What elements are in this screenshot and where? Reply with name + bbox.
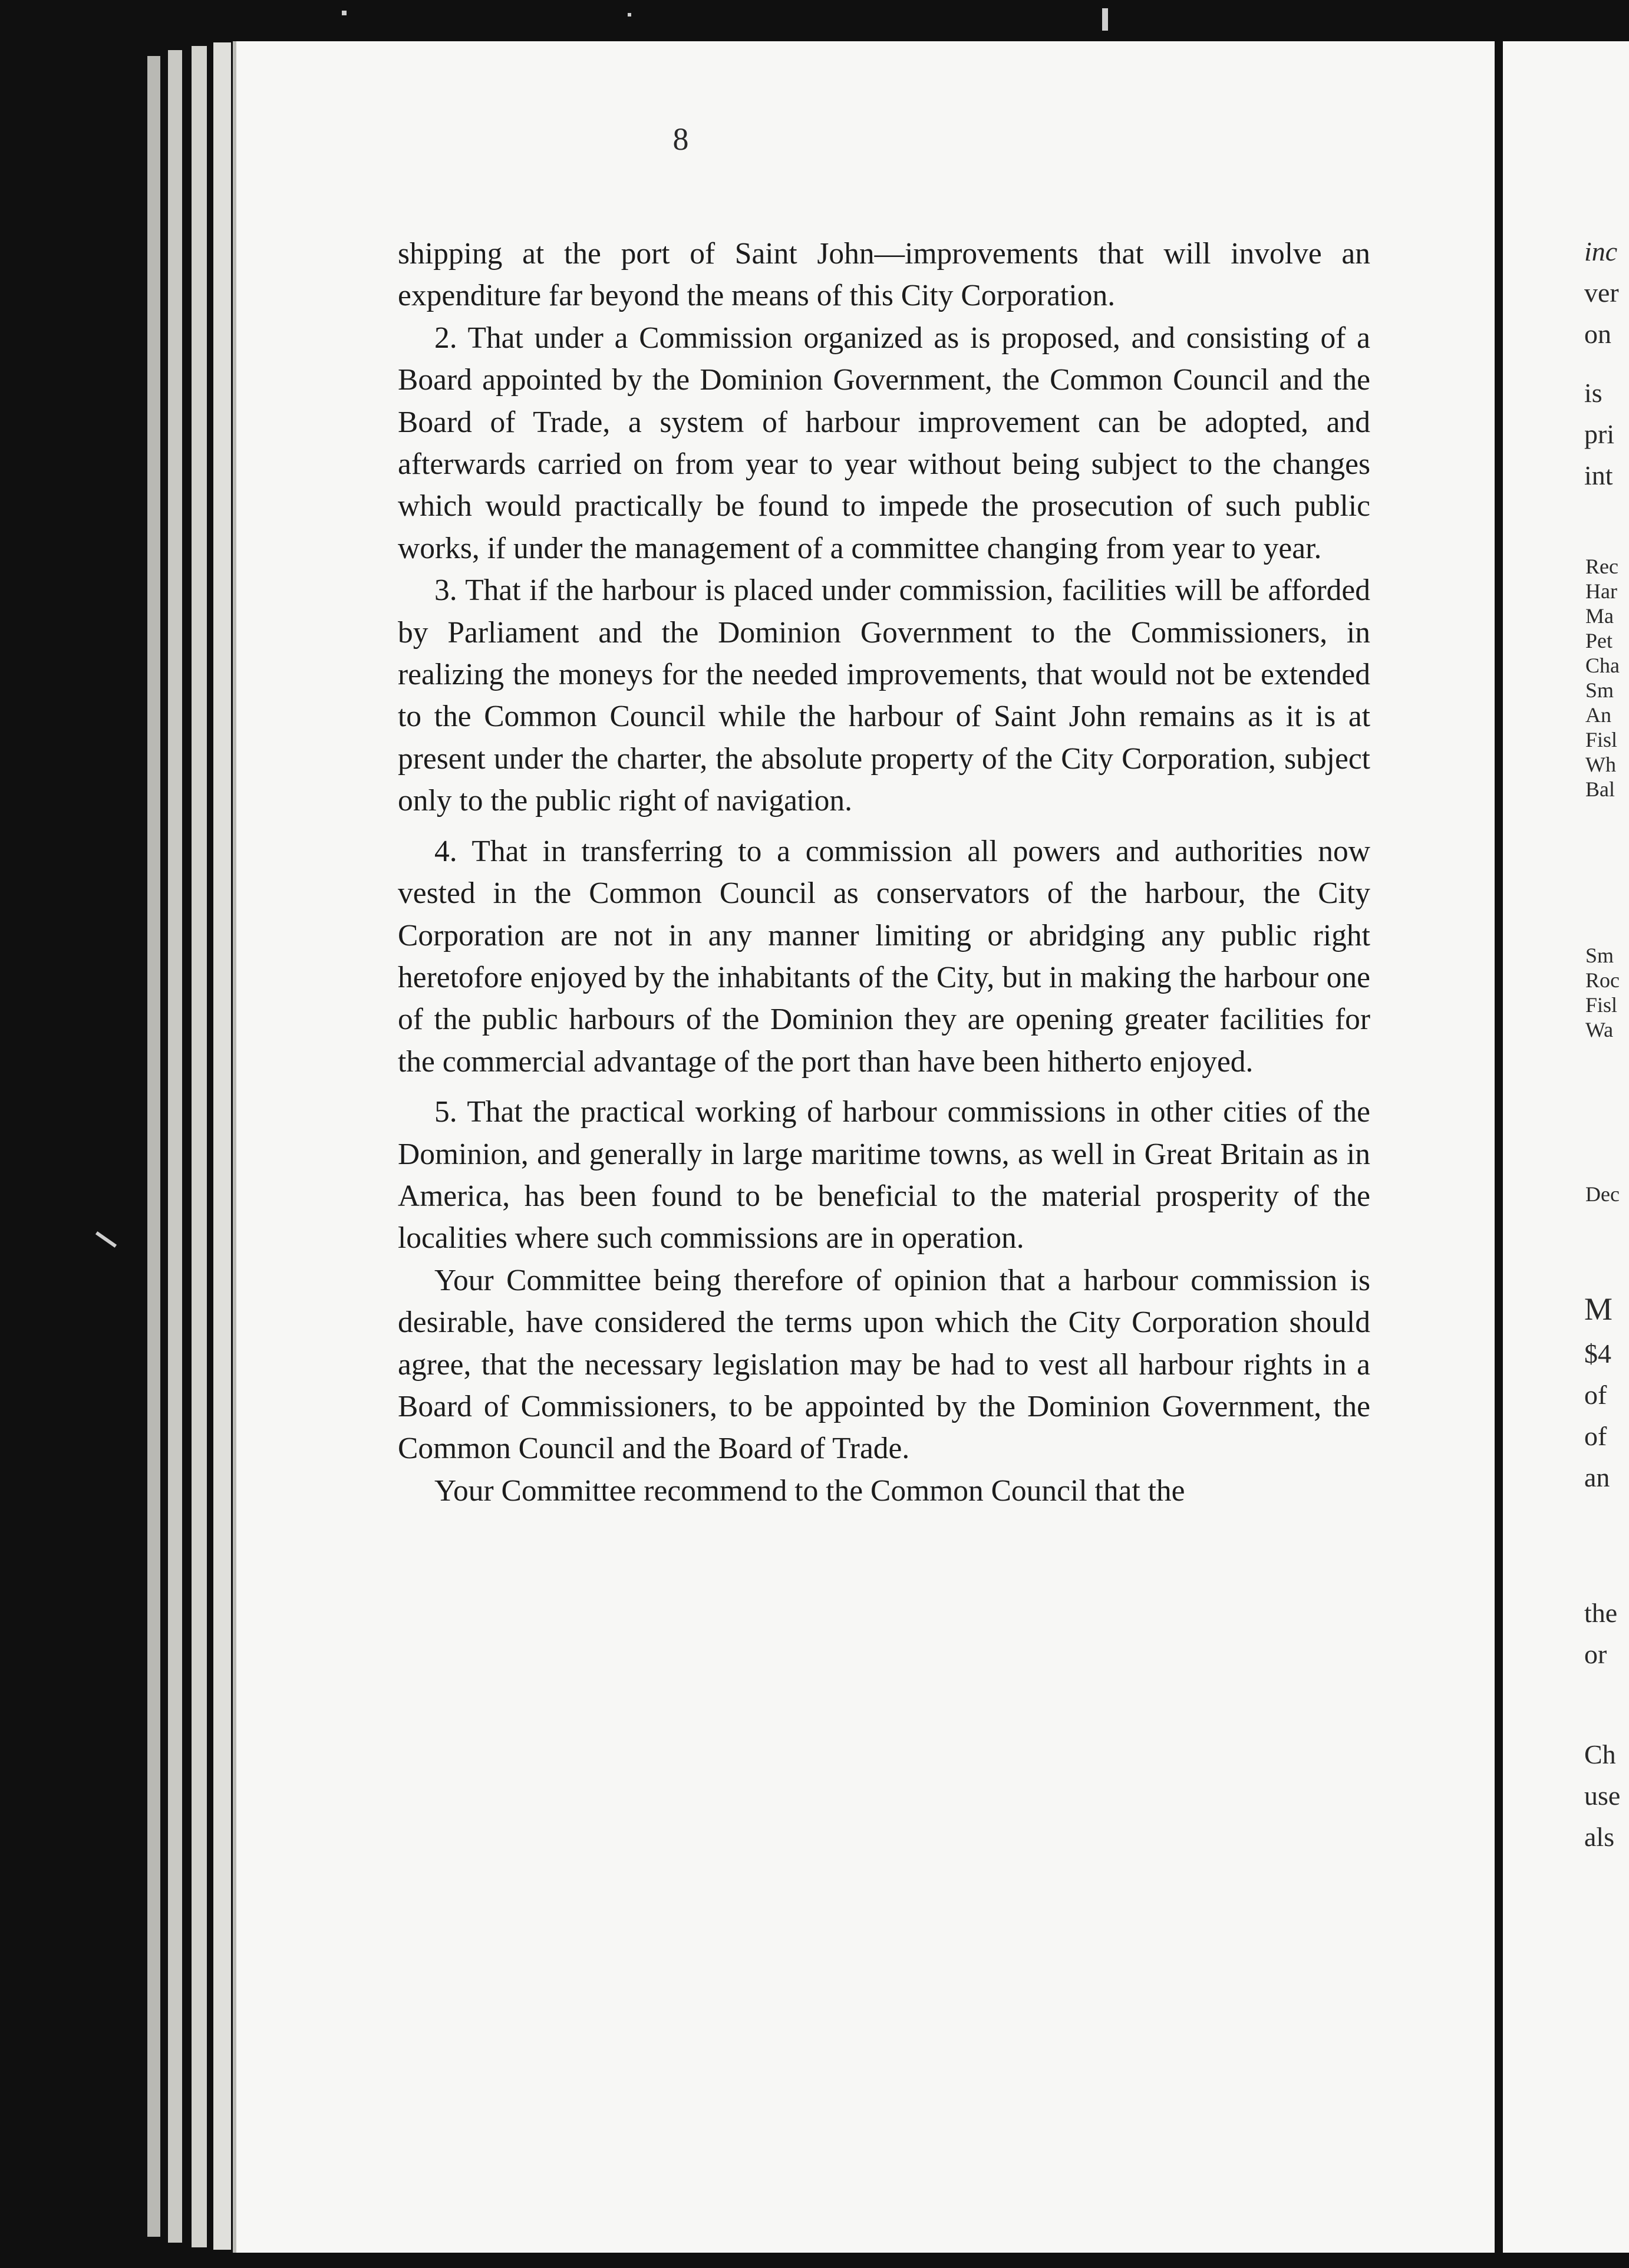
right-page-fragment: Sm — [1585, 678, 1614, 702]
right-page — [1503, 41, 1629, 2253]
page-edge — [168, 50, 182, 2243]
right-page-fragment: Roc — [1585, 968, 1620, 992]
right-page-fragment: or — [1584, 1639, 1607, 1669]
page-number: 8 — [672, 121, 689, 157]
dust-speck — [95, 1231, 117, 1248]
right-page-fragment: the — [1584, 1598, 1618, 1628]
right-page-fragment: Bal — [1585, 777, 1615, 801]
paragraph: Your Committee recommend to the Common Council that the — [434, 1473, 1185, 1508]
paragraph: 4. That in transferring to a commission all powers and authorities now vested in the Common Council as conservators of the harbour, the City Corporation are not in any manner limiting or abridging any public right heretofore enjoyed by the inhabitants of the City, but in making the harbour one of the public harbours of the Dominion they are opening greater facilities for the commercial advantage of the port than have been hitherto enjoyed. — [398, 834, 1370, 1079]
right-page-fragment: is — [1584, 378, 1602, 408]
right-page-fragment: Rec — [1585, 555, 1618, 578]
right-page-fragment: Wh — [1585, 753, 1616, 776]
dust-speck — [1102, 8, 1108, 31]
page-edge — [192, 46, 207, 2247]
right-page-fragment: Fisl — [1585, 728, 1618, 751]
dust-speck — [628, 13, 631, 17]
right-page-fragment: int — [1584, 460, 1613, 490]
page-edge — [147, 56, 160, 2237]
right-page-fragment: Dec — [1585, 1182, 1620, 1206]
right-page-fragment: Ma — [1585, 604, 1614, 628]
right-page-fragment: Wa — [1585, 1018, 1614, 1041]
paragraph: shipping at the port of Saint John—improvements that will involve an expenditure far beyond the means of this City Corporation. — [398, 237, 1370, 313]
dust-speck — [342, 11, 347, 15]
right-page-fragment: als — [1584, 1822, 1615, 1852]
right-page-fragment: Fisl — [1585, 993, 1618, 1017]
right-page-fragment: of — [1584, 1421, 1607, 1451]
right-page-fragment: ver — [1584, 278, 1619, 308]
right-page-fragment: An — [1585, 703, 1611, 727]
body-text — [398, 233, 1370, 1512]
right-page-fragment: Ch — [1584, 1739, 1616, 1769]
right-page-fragment: on — [1584, 319, 1611, 349]
paragraph: 3. That if the harbour is placed under commission, facilities will be afforded by Parliament and the Dominion Government to the Commissioners, in realizing the moneys for the needed improvements, that would not be extended to the Common Council while the harbour of Saint John remains as it is at present under the charter, the absolute property of the City Corporation, subject only to the public right of navigation. — [398, 573, 1370, 818]
paragraph: Your Committee being therefore of opinion that a harbour commission is desirable, have considered the terms upon which the City Corporation should agree, that the necessary legislation may be had to vest all harbour rights in a Board of Commissioners, to be appointed by the Dominion Government, the Common Council and the Board of Trade. — [398, 1263, 1370, 1466]
page-edge — [213, 42, 231, 2250]
right-page-fragment: $4 — [1584, 1339, 1611, 1369]
right-page-fragment: use — [1584, 1781, 1621, 1811]
paragraph: 5. That the practical working of harbour commissions in other cities of the Dominion, and generally in large maritime towns, as well in Great Britain as in America, has been found to be beneficial to the material prosperity of the localities where such commissions are in operation. — [398, 1095, 1370, 1255]
right-page-fragment: inc — [1584, 236, 1618, 266]
right-page-fragment: pri — [1584, 419, 1615, 449]
right-page-fragment: Pet — [1585, 629, 1613, 652]
right-page-fragment: an — [1584, 1462, 1610, 1492]
right-page-fragment: M — [1584, 1291, 1613, 1327]
paragraph: 2. That under a Commission organized as is proposed, and consisting of a Board appointed by the Dominion Government, the Common Council and the Board of Trade, a system of harbour improvement can be adopted, and afterwards carried on from year to year without being subject to the changes which would practically be found to impede the prosecution of such public works, if under the management of a committee changing from year to year. — [398, 321, 1370, 565]
right-page-fragment: Cha — [1585, 654, 1620, 677]
right-page-fragment: Sm — [1585, 944, 1614, 967]
right-page-fragment: of — [1584, 1380, 1607, 1410]
right-page-fragment: Har — [1585, 579, 1617, 603]
